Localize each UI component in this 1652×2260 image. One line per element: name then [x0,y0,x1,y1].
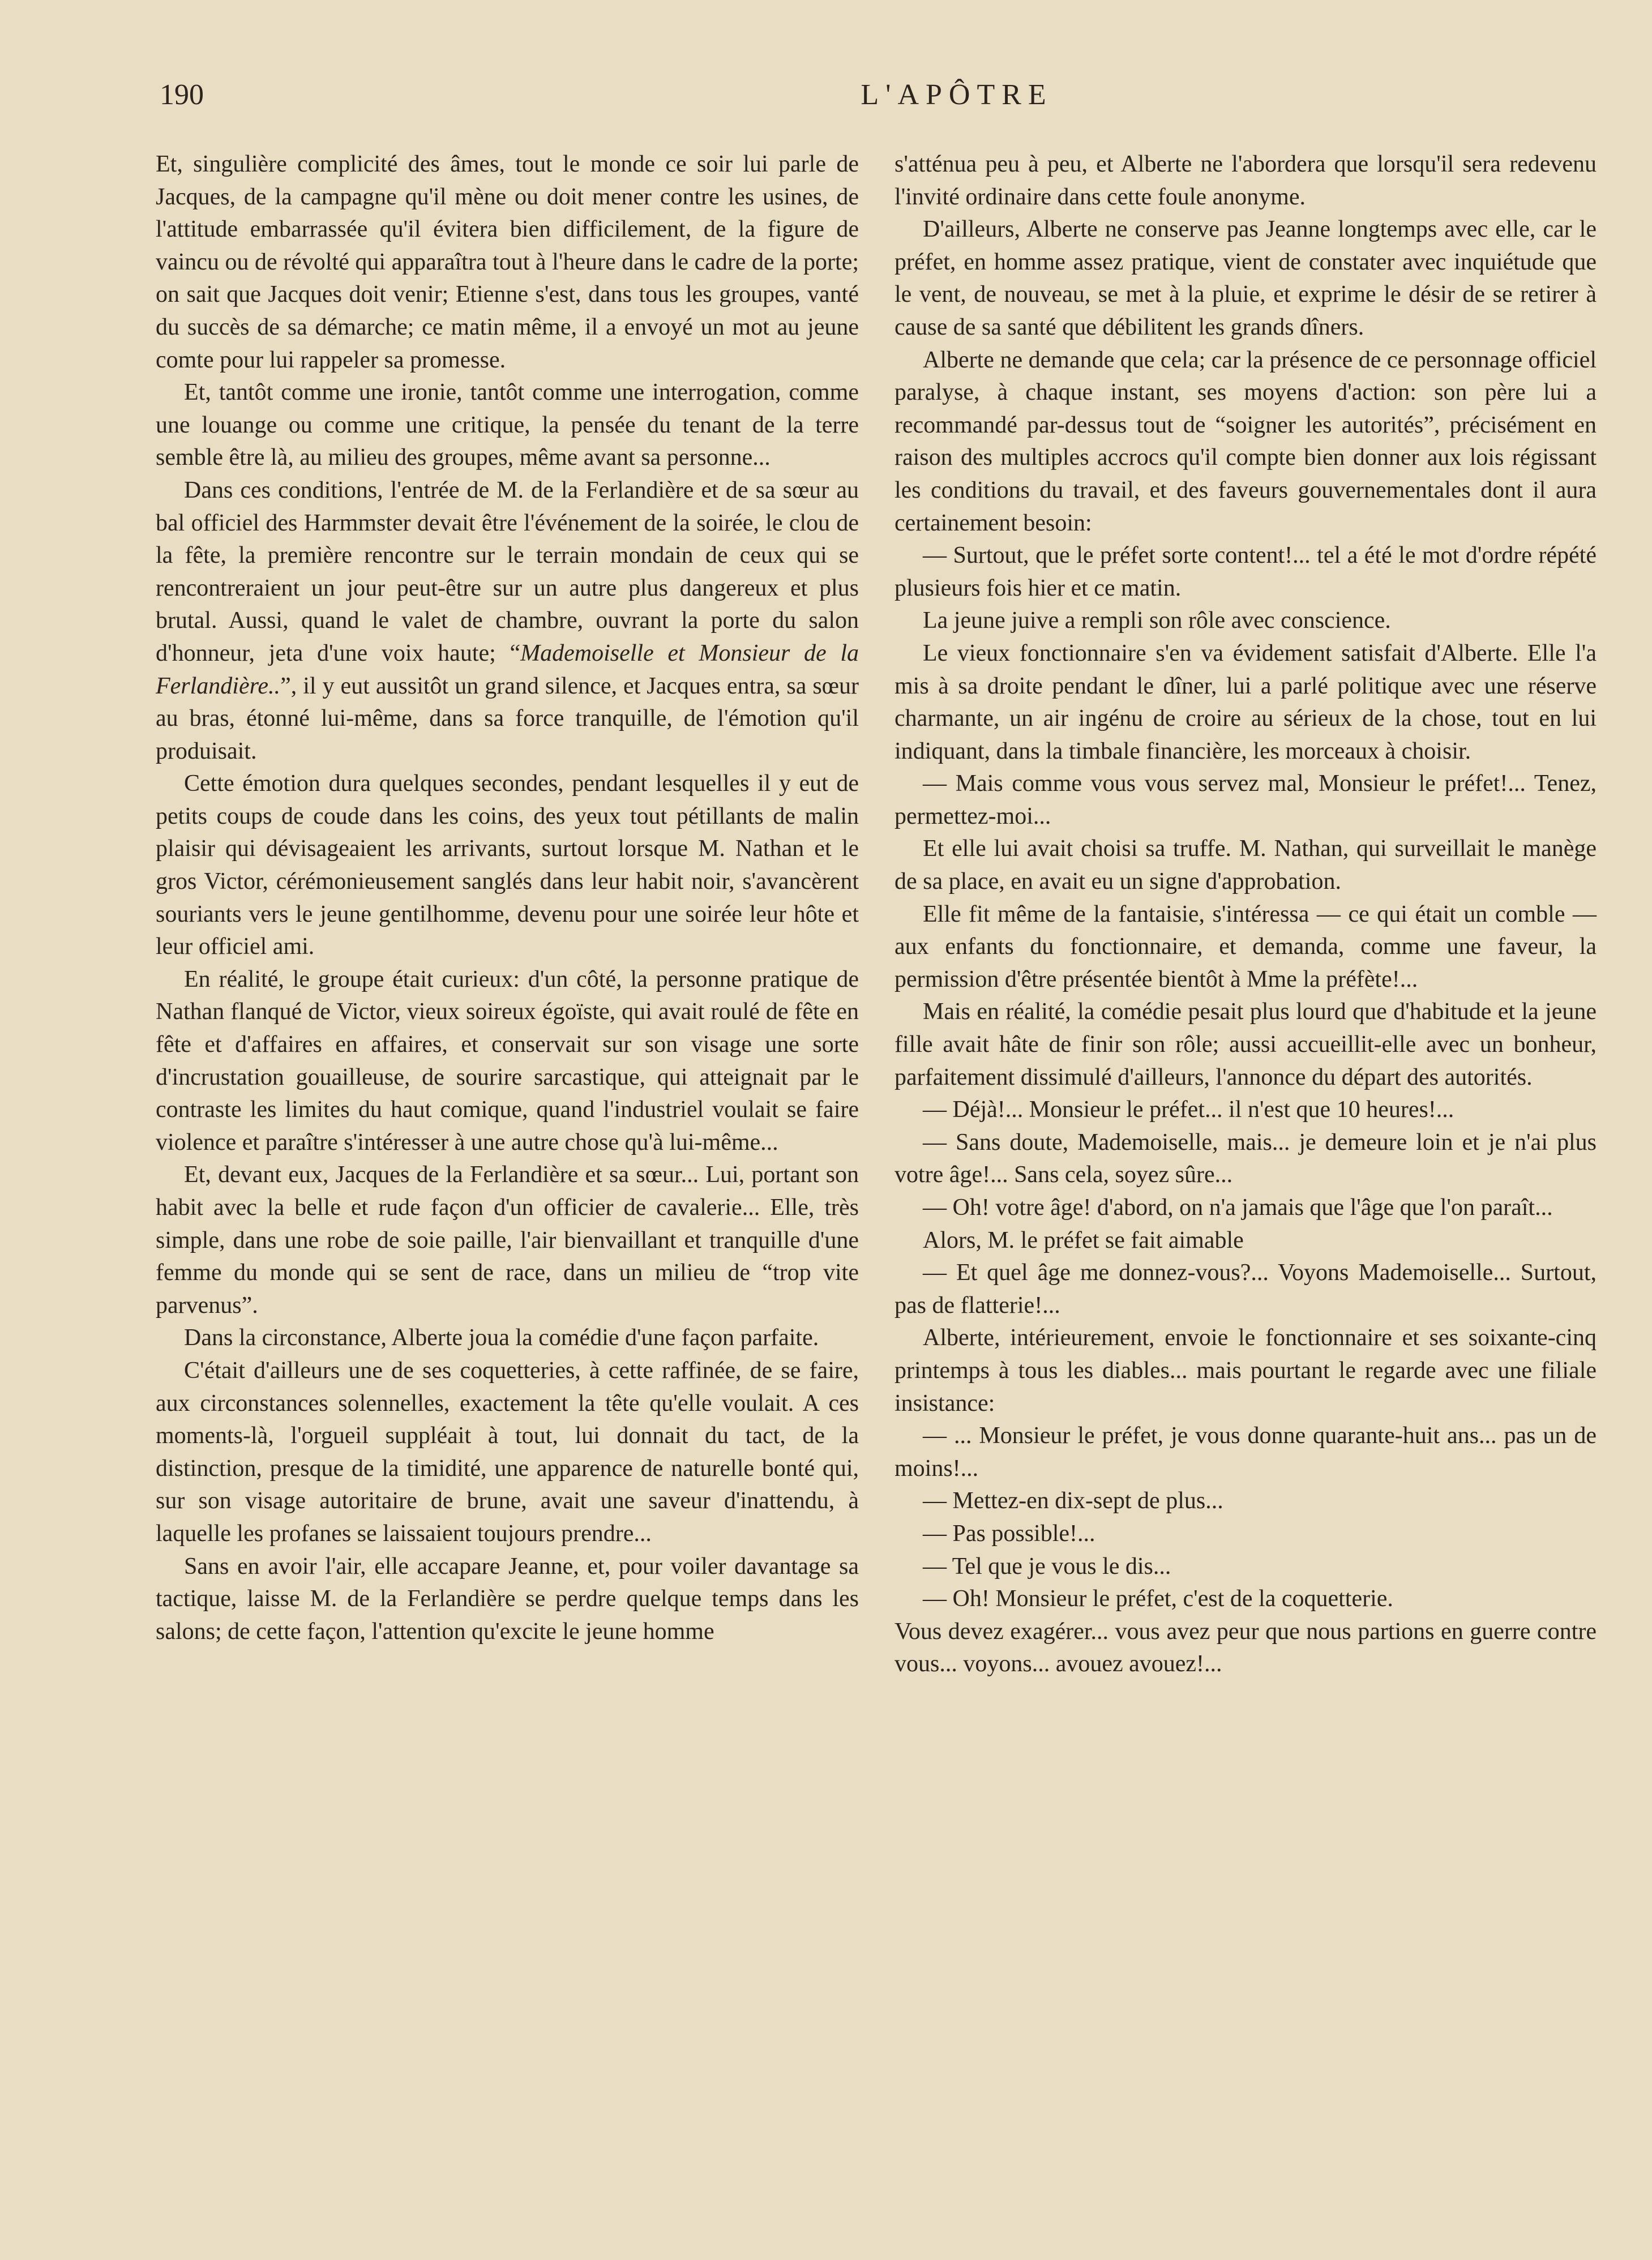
paragraph-text: — Surtout, que le préfet sorte content!... tel a été le mot d'ordre répété plusieurs fois hier et ce matin. [895,542,1597,601]
paragraph [895,540,1597,605]
paragraph-text: — Oh! votre âge! d'abord, on n'a jamais que l'âge que l'on paraît... [923,1195,1553,1221]
paragraph [156,474,859,768]
paragraph [156,1355,859,1551]
paragraph [895,1583,1597,1616]
paragraph-text: C'était d'ailleurs une de ses coquetteries, à cette raffinée, de se faire, aux circonstances solennelles, exactement la tête qu'elle voulait. A ces moments-là, l'orgueil suppléait à tout, lui donnait du tact, de la distinction, presque de la timidité, une apparence de naturelle bonté qui, sur son visage autoritaire de brune, avait une saveur d'inattendu, à laquelle les profanes se laissaient toujours prendre... [156,1357,859,1547]
paragraph [895,1322,1597,1420]
paragraph [895,833,1597,898]
paragraph [895,768,1597,833]
paragraph-text: Dans ces conditions, l'entrée de M. de la Ferlandière et de sa sœur au bal officiel des Harmmster devait être l'événement de la soirée, le clou de la fête, la première rencontre sur le terrain mondain de ceux qui se rencontreraient un jour peut-être sur un autre plus dangereux et plus brutal. Aussi, quand le valet de chambre, ouvrant la porte du salon d'honneur, jeta d'une voix haute; “ [156,477,859,666]
paragraph [156,768,859,964]
paragraph [895,344,1597,540]
paragraph-text: D'ailleurs, Alberte ne conserve pas Jeanne longtemps avec elle, car le préfet, en homme assez pratique, vient de constater avec inquiétude que le vent, de nouveau, se met à la pluie, et exprime le désir de se retirer à cause de sa santé que débilitent les grands dîners. [895,216,1597,340]
paragraph-text: Mais en réalité, la comédie pesait plus lourd que d'habitude et la jeune fille avait hâte de finir son rôle; aussi accueillit-elle avec un bonheur, parfaitement dissimulé d'ailleurs, l'annonce du départ des autorités. [895,999,1597,1090]
paragraph-text: s'atténua peu à peu, et Alberte ne l'abordera que lorsqu'il sera redevenu l'invité ordinaire dans cette foule anonyme. [895,151,1597,210]
paragraph-text: — Déjà!... Monsieur le préfet... il n'est que 10 heures!... [923,1097,1454,1123]
paragraph [895,1551,1597,1583]
paragraph [895,637,1597,768]
paragraph [156,148,859,376]
paragraph [895,1127,1597,1192]
paragraph-text: Elle fit même de la fantaisie, s'intéressa — ce qui était un comble — aux enfants du fonctionnaire, et demanda, comme une faveur, la permission d'être présentée bientôt à Mme la préfète!... [895,901,1597,992]
paragraph-text: Dans la circonstance, Alberte joua la comédie d'une façon parfaite. [184,1325,819,1351]
paragraph [895,1420,1597,1485]
paragraph-text: — Sans doute, Mademoiselle, mais... je demeure loin et je n'ai plus votre âge!... Sans cela, soyez sûre... [895,1129,1597,1188]
paragraph-text-after: ”, il y eut aussitôt un grand silence, et Jacques entra, sa sœur au bras, étonné lui-même, dans sa force tranquille, de l'émotion qu'il produisait. [156,673,859,764]
paragraph-text: Alberte, intérieurement, envoie le fonctionnaire et ses soixante-cinq printemps à tous les diables... mais pourtant le regarde avec une filiale insistance: [895,1325,1597,1416]
paragraph [895,1192,1597,1225]
paragraph [895,1616,1597,1681]
paragraph [895,1225,1597,1257]
paragraph [156,1322,859,1355]
page-number: 190 [160,79,204,111]
paragraph [156,964,859,1159]
paragraph-text: — Mais comme vous vous servez mal, Monsieur le préfet!... Tenez, permettez-moi... [895,771,1597,829]
paragraph-text: Cette émotion dura quelques secondes, pendant lesquelles il y eut de petits coups de coude dans les coins, des yeux tout pétillants de malin plaisir qui dévisageaient les arrivants, surtout lorsque M. Nathan et le gros Victor, cérémonieusement sanglés dans leur habit noir, s'avancèrent souriants vers le jeune gentilhomme, devenu pour une soirée leur hôte et leur officiel ami. [156,771,859,960]
paragraph-text: — Mettez-en dix-sept de plus... [923,1488,1223,1514]
paragraph-text: Et elle lui avait choisi sa truffe. M. Nathan, qui surveillait le manège de sa place, en avait eu un signe d'approbation. [895,836,1597,895]
paragraph [895,1094,1597,1127]
paragraph-text: Vous devez exagérer... vous avez peur que nous partions en guerre contre vous... voyons... avouez avouez!... [895,1618,1597,1677]
italic-quote: Mademoiselle et Monsieur de la Ferlandière.. [156,640,859,699]
paragraph [895,1485,1597,1518]
paragraph [895,1257,1597,1322]
paragraph-text: La jeune juive a rempli son rôle avec conscience. [923,607,1391,634]
paragraph-text: — Tel que je vous le dis... [923,1553,1171,1580]
right-text-column [895,148,1597,1681]
paragraph [895,898,1597,996]
paragraph-text: Le vieux fonctionnaire s'en va évidement satisfait d'Alberte. Elle l'a mis à sa droite pendant le dîner, lui a parlé politique avec une réserve charmante, un air ingénu de croire au sérieux de la chose, tout en lui indiquant, dans la timbale financière, les morceaux à choisir. [895,640,1597,764]
paragraph-text: Et, devant eux, Jacques de la Ferlandière et sa sœur... Lui, portant son habit avec la belle et rude façon d'un officier de cavalerie... Elle, très simple, dans une robe de soie paille, l'air bienvaillant et tranquille d'une femme du monde qui se sent de race, dans un milieu de “trop vite parvenus”. [156,1162,859,1319]
paragraph-text: Et, singulière complicité des âmes, tout le monde ce soir lui parle de Jacques, de la campagne qu'il mène ou doit mener contre les usines, de l'attitude embarrassée qu'il évitera bien difficilement, de la figure de vaincu ou de révolté qui apparaîtra tout à l'heure dans le cadre de la porte; on sait que Jacques doit venir; Etienne s'est, dans tous les groupes, vanté du succès de sa démarche; ce matin même, il a envoyé un mot au jeune comte pour lui rappeler sa promesse. [156,151,859,373]
paragraph-text: Alberte ne demande que cela; car la présence de ce personnage officiel paralyse, à chaque instant, ses moyens d'action: son père lui a recommandé par-dessus tout de “soigner les autorités”, précisément en raison des multiples accrocs qu'il compte bien donner aux lois régissant les conditions du travail, et des faveurs gouvernementales dont il aura certainement besoin: [895,346,1597,536]
paragraph [156,1159,859,1322]
paragraph [156,1551,859,1649]
paragraph-text: — Oh! Monsieur le préfet, c'est de la coquetterie. [923,1586,1393,1612]
paragraph-text: Et, tantôt comme une ironie, tantôt comme une interrogation, comme une louange ou comme une critique, la pensée du tenant de la terre semble être là, au milieu des groupes, même avant sa personne... [156,379,859,471]
paragraph [895,605,1597,637]
page-header [160,72,1053,118]
paragraph-text: — Et quel âge me donnez-vous?... Voyons Mademoiselle... Surtout, pas de flatterie!... [895,1260,1597,1319]
paragraph-text: Sans en avoir l'air, elle accapare Jeanne, et, pour voiler davantage sa tactique, laisse M. de la Ferlandière se perdre quelque temps dans les salons; de cette façon, l'attention qu'excite le jeune homme [156,1553,859,1645]
paragraph [895,148,1597,213]
paragraph-text: — ... Monsieur le préfet, je vous donne quarante-huit ans... pas un de moins!... [895,1423,1597,1482]
paragraph-text: — Pas possible!... [923,1520,1095,1547]
paragraph [156,376,859,474]
paragraph-text: En réalité, le groupe était curieux: d'un côté, la personne pratique de Nathan flanqué de Victor, vieux soireux égoïste, qui avait roulé de fête en fête et d'affaires en affaires, et conservait sur son visage une sorte d'incrustation gouailleuse, de sourire sarcastique, qui atteignait par le contraste les limites du haut comique, quand l'industriel voulait se faire violence et paraître s'intéresser à une autre chose qu'à lui-même... [156,966,859,1155]
paragraph [895,996,1597,1094]
paragraph [895,1518,1597,1551]
paragraph [895,213,1597,344]
running-title: L'APÔTRE [861,79,1053,111]
paragraph-text: Alors, M. le préfet se fait aimable [923,1227,1244,1253]
left-text-column [156,148,859,1648]
